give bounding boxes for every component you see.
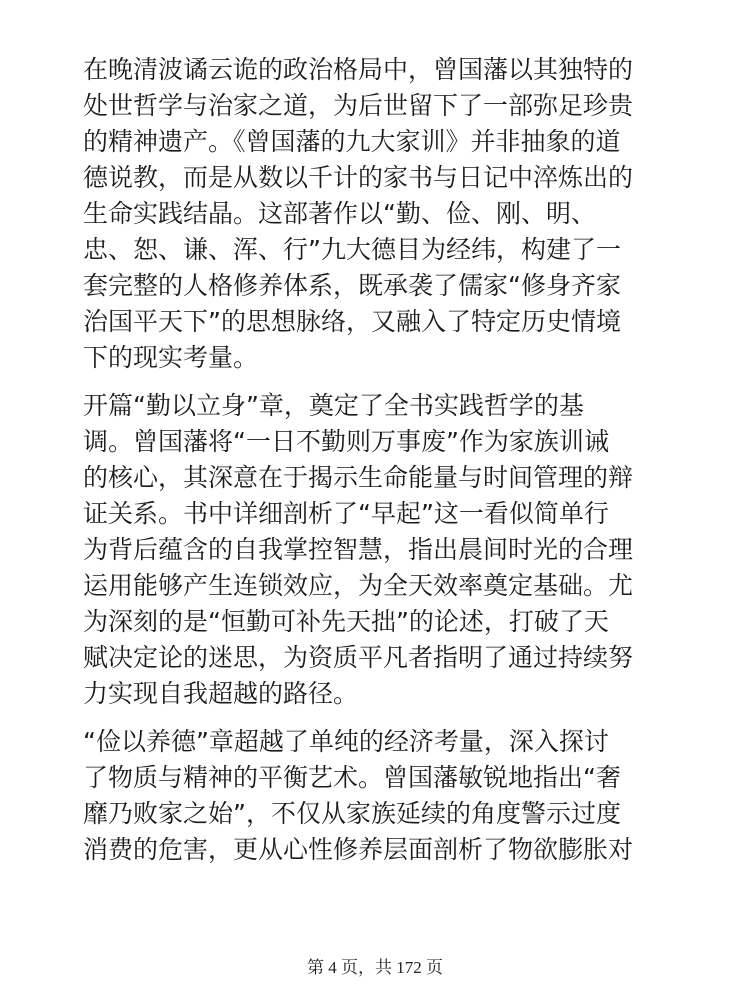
- text-line: 在晚清波谲云诡的政治格局中，曾国藩以其独特的: [83, 55, 634, 84]
- paragraph-3: [83, 724, 673, 868]
- text-line: 套完整的人格修养体系，既承袭了儒家“修身齐家: [83, 271, 621, 300]
- total-page-count: 172: [396, 958, 422, 977]
- text-line: 生命实践结晶。这部著作以“勤、俭、刚、明、: [83, 199, 596, 228]
- text-line: 的精神遗产。《曾国藩的九大家训》并非抽象的道: [83, 127, 621, 156]
- text-line: 忠、恕、谦、浑、行”九大德目为经纬，构建了一: [83, 235, 621, 264]
- text-line: 证关系。书中详细剖析了“早起”这一看似简单行: [83, 499, 609, 528]
- text-line: 运用能够产生连锁效应，为全天效率奠定基础。尤: [83, 571, 634, 600]
- footer-suffix: 页: [421, 958, 443, 977]
- text-line: 下的现实考量。: [83, 343, 259, 372]
- text-line: “俭以养德”章超越了单纯的经济考量，深入探讨: [83, 727, 609, 756]
- current-page-number: 4: [328, 958, 337, 977]
- footer-middle: 页，共: [336, 958, 397, 977]
- text-line: 了物质与精神的平衡艺术。曾国藩敏锐地指出“奢: [83, 763, 621, 792]
- footer-prefix: 第: [307, 958, 329, 977]
- text-line: 为深刻的是“恒勤可补先天拙”的论述，打破了天: [83, 607, 609, 636]
- text-line: 的核心，其深意在于揭示生命能量与时间管理的辩: [83, 463, 634, 492]
- text-line: 赋决定论的迷思，为资质平凡者指明了通过持续努: [83, 643, 634, 672]
- text-line: 德说教，而是从数以千计的家书与日记中淬炼出的: [83, 163, 634, 192]
- text-line: 开篇“勤以立身”章，奠定了全书实践哲学的基: [83, 391, 584, 420]
- text-line: 靡乃败家之始”，不仅从家族延续的角度警示过度: [83, 799, 621, 828]
- text-line: 为背后蕴含的自我掌控智慧，指出晨间时光的合理: [83, 535, 634, 564]
- paragraph-1: [83, 52, 673, 376]
- text-line: 力实现自我超越的路径。: [83, 679, 359, 708]
- text-line: 治国平天下”的思想脉络，又融入了特定历史情境: [83, 307, 621, 336]
- text-line: 调。曾国藩将“一日不勤则万事废”作为家族训诫: [83, 427, 609, 456]
- paragraph-2: [83, 388, 673, 712]
- body-text: [83, 52, 673, 868]
- page-footer: [0, 953, 750, 978]
- text-line: 处世哲学与治家之道，为后世留下了一部弥足珍贵: [83, 91, 634, 120]
- text-line: 消费的危害，更从心性修养层面剖析了物欲膨胀对: [83, 835, 634, 864]
